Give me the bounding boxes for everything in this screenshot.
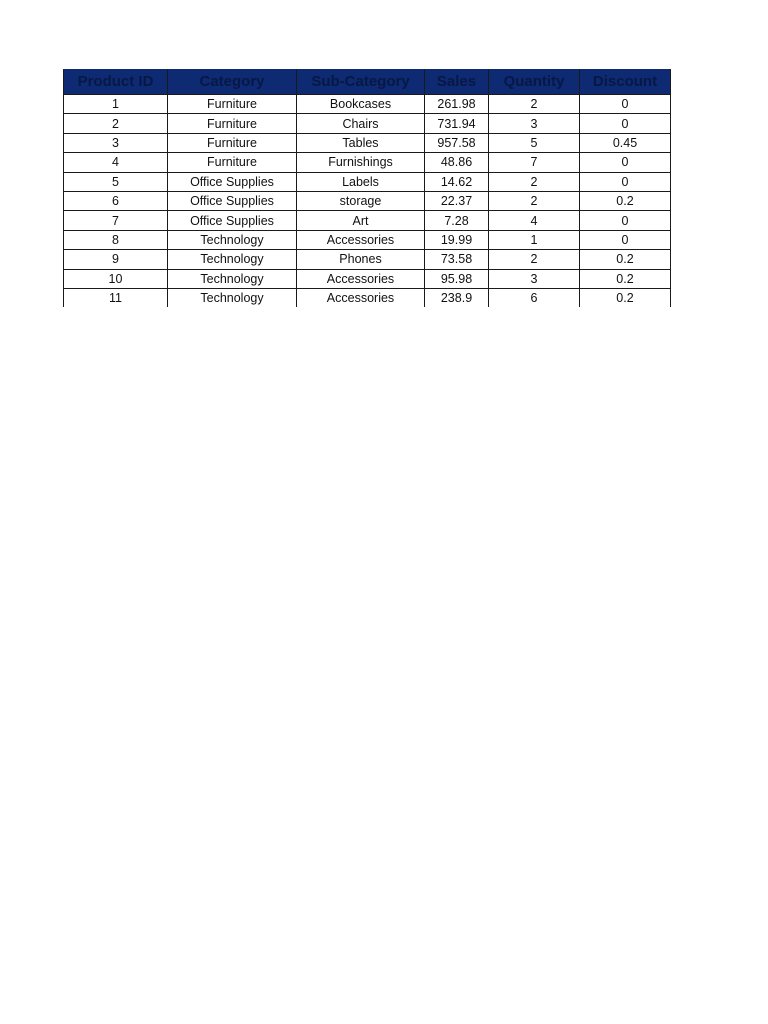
header-category: Category (168, 70, 297, 95)
header-quantity: Quantity (489, 70, 580, 95)
product-id-cell: 4 (64, 153, 168, 172)
discount-cell: 0 (580, 95, 671, 114)
sub-category-cell: Bookcases (297, 95, 425, 114)
quantity-cell: 1 (489, 230, 580, 249)
category-cell: Technology (168, 250, 297, 269)
discount-cell: 0.2 (580, 191, 671, 210)
sub-category-cell: Phones (297, 250, 425, 269)
category-cell: Technology (168, 288, 297, 307)
quantity-cell: 2 (489, 250, 580, 269)
sub-category-cell: Tables (297, 133, 425, 152)
quantity-cell: 5 (489, 133, 580, 152)
table-row (64, 191, 671, 210)
quantity-cell: 3 (489, 114, 580, 133)
sub-category-cell: Accessories (297, 288, 425, 307)
discount-cell: 0 (580, 230, 671, 249)
table-row (64, 250, 671, 269)
category-cell: Furniture (168, 153, 297, 172)
table-header (64, 70, 671, 95)
sub-category-cell: Art (297, 211, 425, 230)
product-id-cell: 10 (64, 269, 168, 288)
category-cell: Technology (168, 230, 297, 249)
quantity-cell: 3 (489, 269, 580, 288)
sales-cell: 73.58 (425, 250, 489, 269)
product-id-cell: 8 (64, 230, 168, 249)
header-sales: Sales (425, 70, 489, 95)
category-cell: Furniture (168, 133, 297, 152)
quantity-cell: 2 (489, 191, 580, 210)
sales-cell: 19.99 (425, 230, 489, 249)
discount-cell: 0 (580, 114, 671, 133)
table-row (64, 230, 671, 249)
table-row (64, 288, 671, 307)
sales-cell: 238.9 (425, 288, 489, 307)
sub-category-cell: Labels (297, 172, 425, 191)
sub-category-cell: Accessories (297, 230, 425, 249)
product-id-cell: 3 (64, 133, 168, 152)
category-cell: Office Supplies (168, 191, 297, 210)
table-row (64, 95, 671, 114)
sub-category-cell: Accessories (297, 269, 425, 288)
category-cell: Furniture (168, 95, 297, 114)
discount-cell: 0.2 (580, 288, 671, 307)
table-row (64, 153, 671, 172)
category-cell: Office Supplies (168, 172, 297, 191)
sub-category-cell: Chairs (297, 114, 425, 133)
category-cell: Furniture (168, 114, 297, 133)
product-id-cell: 9 (64, 250, 168, 269)
discount-cell: 0 (580, 172, 671, 191)
product-id-cell: 1 (64, 95, 168, 114)
discount-cell: 0.45 (580, 133, 671, 152)
sales-cell: 261.98 (425, 95, 489, 114)
table-row (64, 269, 671, 288)
sales-cell: 731.94 (425, 114, 489, 133)
table-row (64, 211, 671, 230)
header-row (64, 70, 671, 95)
product-id-cell: 7 (64, 211, 168, 230)
discount-cell: 0.2 (580, 250, 671, 269)
product-id-cell: 2 (64, 114, 168, 133)
quantity-cell: 6 (489, 288, 580, 307)
product-id-cell: 11 (64, 288, 168, 307)
table-row (64, 172, 671, 191)
sales-cell: 957.58 (425, 133, 489, 152)
quantity-cell: 4 (489, 211, 580, 230)
header-product-id: Product ID (64, 70, 168, 95)
quantity-cell: 7 (489, 153, 580, 172)
header-discount: Discount (580, 70, 671, 95)
sub-category-cell: storage (297, 191, 425, 210)
product-id-cell: 5 (64, 172, 168, 191)
sales-cell: 48.86 (425, 153, 489, 172)
table-row (64, 114, 671, 133)
sales-cell: 14.62 (425, 172, 489, 191)
category-cell: Technology (168, 269, 297, 288)
discount-cell: 0.2 (580, 269, 671, 288)
quantity-cell: 2 (489, 95, 580, 114)
sales-cell: 7.28 (425, 211, 489, 230)
quantity-cell: 2 (489, 172, 580, 191)
header-sub-category: Sub-Category (297, 70, 425, 95)
discount-cell: 0 (580, 153, 671, 172)
product-sales-table (63, 69, 671, 307)
sales-cell: 95.98 (425, 269, 489, 288)
discount-cell: 0 (580, 211, 671, 230)
category-cell: Office Supplies (168, 211, 297, 230)
table-row (64, 133, 671, 152)
product-id-cell: 6 (64, 191, 168, 210)
sales-cell: 22.37 (425, 191, 489, 210)
sub-category-cell: Furnishings (297, 153, 425, 172)
table-body (64, 95, 671, 308)
